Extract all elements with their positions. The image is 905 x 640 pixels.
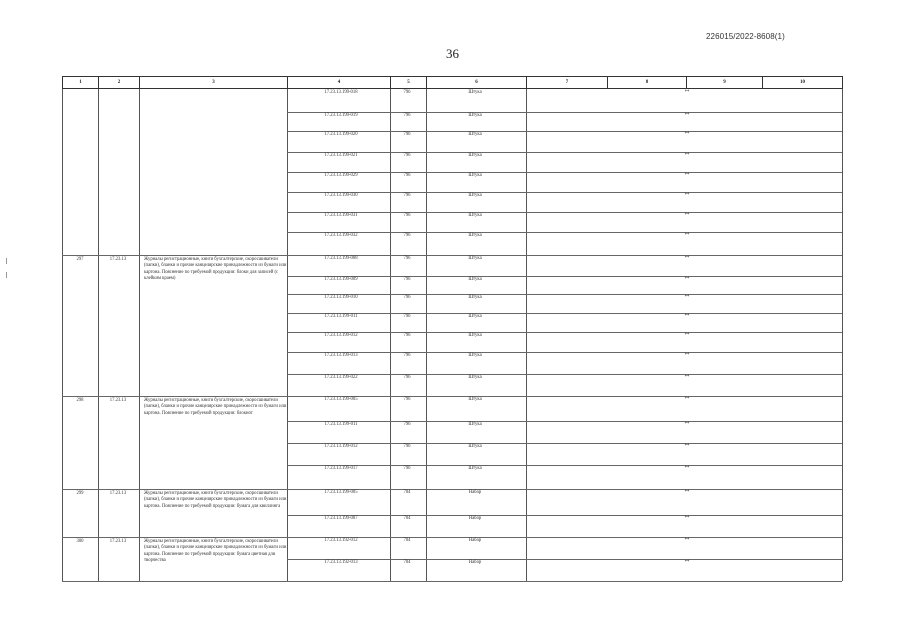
- asterisk-mark: **: [684, 193, 690, 198]
- column-border: [139, 89, 140, 581]
- column-header: 2: [98, 76, 140, 89]
- unit-name: Штука: [468, 375, 482, 380]
- item-description: Журналы регистрационные, книги бухгалтерские, скоросшиватели (папки), бланки и прочие канцелярские принадлежности из бумаги или картона. Пояснение по требуемой продукции: блокнот: [144, 398, 287, 416]
- asterisk-mark: **: [684, 277, 690, 282]
- asterisk-mark: **: [684, 353, 690, 358]
- asterisk-mark: **: [684, 295, 690, 300]
- unit-code: 796: [403, 295, 411, 300]
- unit-name: Набор: [468, 490, 482, 495]
- asterisk-mark: **: [684, 466, 690, 471]
- asterisk-mark: **: [684, 132, 690, 137]
- unit-name: Штука: [468, 295, 482, 300]
- column-header: 5: [390, 76, 427, 89]
- ktru-code: 17.23.13.199-005: [324, 397, 358, 402]
- ktru-code: 17.23.13.199-029: [324, 173, 358, 178]
- unit-code: 796: [403, 90, 411, 95]
- unit-name: Набор: [468, 538, 482, 543]
- ktru-code: 17.23.13.199-012: [324, 444, 358, 449]
- unit-name: Штука: [468, 466, 482, 471]
- row-number: 299: [76, 491, 84, 496]
- ktru-code: 17.23.13.199-010: [324, 295, 358, 300]
- ktru-code: 17.23.13.192-013: [324, 560, 358, 565]
- asterisk-mark: **: [684, 333, 690, 338]
- unit-code: 796: [403, 113, 411, 118]
- column-header: 6: [426, 76, 527, 89]
- ktru-code: 17.23.13.199-018: [324, 90, 358, 95]
- unit-code: 704: [403, 516, 411, 521]
- unit-code: 796: [403, 233, 411, 238]
- margin-mark: [6, 272, 7, 278]
- ktru-code: 17.23.13.199-012: [324, 333, 358, 338]
- asterisk-mark: **: [684, 213, 690, 218]
- unit-code: 796: [403, 353, 411, 358]
- margin-mark: [6, 258, 7, 264]
- asterisk-mark: **: [684, 560, 690, 565]
- column-border: [62, 89, 63, 581]
- ktru-code: 17.23.13.199-032: [324, 233, 358, 238]
- asterisk-mark: **: [684, 153, 690, 158]
- item-description: Журналы регистрационные, книги бухгалтерские, скоросшиватели (папки), бланки и прочие канцелярские принадлежности из бумаги или картона. Пояснение по требуемой продукции: блоки для записей (с клейким краем): [144, 257, 287, 281]
- unit-name: Штука: [468, 397, 482, 402]
- unit-name: Штука: [468, 333, 482, 338]
- row-number: 298: [76, 398, 84, 403]
- unit-name: Штука: [468, 213, 482, 218]
- table-bottom-border: [62, 581, 842, 582]
- unit-name: Штука: [468, 113, 482, 118]
- unit-name: Штука: [468, 233, 482, 238]
- ktru-code: 17.23.13.199-007: [324, 516, 358, 521]
- unit-code: 796: [403, 277, 411, 282]
- asterisk-mark: **: [684, 113, 690, 118]
- column-border: [98, 89, 99, 581]
- unit-name: Набор: [468, 516, 482, 521]
- column-header: 3: [139, 76, 288, 89]
- item-description: Журналы регистрационные, книги бухгалтерские, скоросшиватели (папки), бланки и прочие канцелярские принадлежности из бумаги или картона. Пояснение по требуемой продукции: бумага для квиллинга: [144, 491, 287, 509]
- ktru-code: 17.23.13.199-005: [324, 490, 358, 495]
- unit-code: 796: [403, 397, 411, 402]
- page-number: 36: [446, 46, 459, 61]
- item-description: Журналы регистрационные, книги бухгалтерские, скоросшиватели (папки), бланки и прочие канцелярские принадлежности из бумаги или картона. Пояснение по требуемой продукции: бумага цветная для творчества: [144, 539, 287, 563]
- asterisk-mark: **: [684, 422, 690, 427]
- unit-code: 704: [403, 490, 411, 495]
- ktru-code: 17.23.13.199-009: [324, 277, 358, 282]
- asterisk-mark: **: [684, 516, 690, 521]
- unit-name: Набор: [468, 560, 482, 565]
- ktru-code: 17.23.13.199-030: [324, 193, 358, 198]
- column-header: 10: [762, 76, 843, 89]
- unit-name: Штука: [468, 422, 482, 427]
- unit-name: Штука: [468, 193, 482, 198]
- unit-code: 796: [403, 193, 411, 198]
- unit-code: 704: [403, 538, 411, 543]
- ktru-code: 17.23.13.199-021: [324, 153, 358, 158]
- ktru-code: 17.23.13.192-012: [324, 538, 358, 543]
- asterisk-mark: **: [684, 397, 690, 402]
- column-border: [842, 89, 843, 581]
- asterisk-mark: **: [684, 256, 690, 261]
- unit-code: 796: [403, 132, 411, 137]
- ktru-code: 17.23.13.199-020: [324, 132, 358, 137]
- column-border: [526, 89, 527, 581]
- unit-code: 796: [403, 256, 411, 261]
- column-header: 8: [607, 76, 687, 89]
- asterisk-mark: **: [684, 314, 690, 319]
- unit-code: 796: [403, 375, 411, 380]
- row-number: 297: [76, 257, 84, 262]
- unit-name: Штука: [468, 277, 482, 282]
- asterisk-mark: **: [684, 490, 690, 495]
- ktru-code: 17.23.13.199-011: [324, 314, 358, 319]
- unit-code: 796: [403, 333, 411, 338]
- ktru-code: 17.23.13.199-022: [324, 375, 358, 380]
- unit-code: 796: [403, 153, 411, 158]
- unit-name: Штука: [468, 314, 482, 319]
- unit-name: Штука: [468, 132, 482, 137]
- unit-name: Штука: [468, 173, 482, 178]
- unit-name: Штука: [468, 444, 482, 449]
- unit-code: 796: [403, 213, 411, 218]
- unit-code: 796: [403, 444, 411, 449]
- ktru-code: 17.23.13.199-019: [324, 113, 358, 118]
- ktru-code: 17.23.13.199-013: [324, 353, 358, 358]
- ktru-code: 17.23.13.199-008: [324, 256, 358, 261]
- column-header: 9: [686, 76, 763, 89]
- asterisk-mark: **: [684, 444, 690, 449]
- okpd-code: 17.23.13: [109, 257, 127, 262]
- row-number: 300: [76, 539, 84, 544]
- unit-name: Штука: [468, 256, 482, 261]
- column-header: 7: [526, 76, 608, 89]
- column-header: 4: [287, 76, 391, 89]
- okpd-code: 17.23.13: [109, 491, 127, 496]
- asterisk-mark: **: [684, 233, 690, 238]
- okpd-code: 17.23.13: [109, 398, 127, 403]
- unit-name: Штука: [468, 153, 482, 158]
- ktru-code: 17.23.13.199-017: [324, 466, 358, 471]
- unit-code: 796: [403, 314, 411, 319]
- unit-code: 796: [403, 173, 411, 178]
- asterisk-mark: **: [684, 173, 690, 178]
- column-header: 1: [62, 76, 99, 89]
- unit-name: Штука: [468, 353, 482, 358]
- ktru-code: 17.23.13.199-011: [324, 422, 358, 427]
- unit-name: Штука: [468, 90, 482, 95]
- asterisk-mark: **: [684, 538, 690, 543]
- unit-code: 704: [403, 560, 411, 565]
- asterisk-mark: **: [684, 90, 690, 95]
- unit-code: 796: [403, 466, 411, 471]
- document-number: 226015/2022-8608(1): [706, 32, 785, 41]
- okpd-code: 17.23.13: [109, 539, 127, 544]
- asterisk-mark: **: [684, 375, 690, 380]
- unit-code: 796: [403, 422, 411, 427]
- ktru-code: 17.23.13.199-031: [324, 213, 358, 218]
